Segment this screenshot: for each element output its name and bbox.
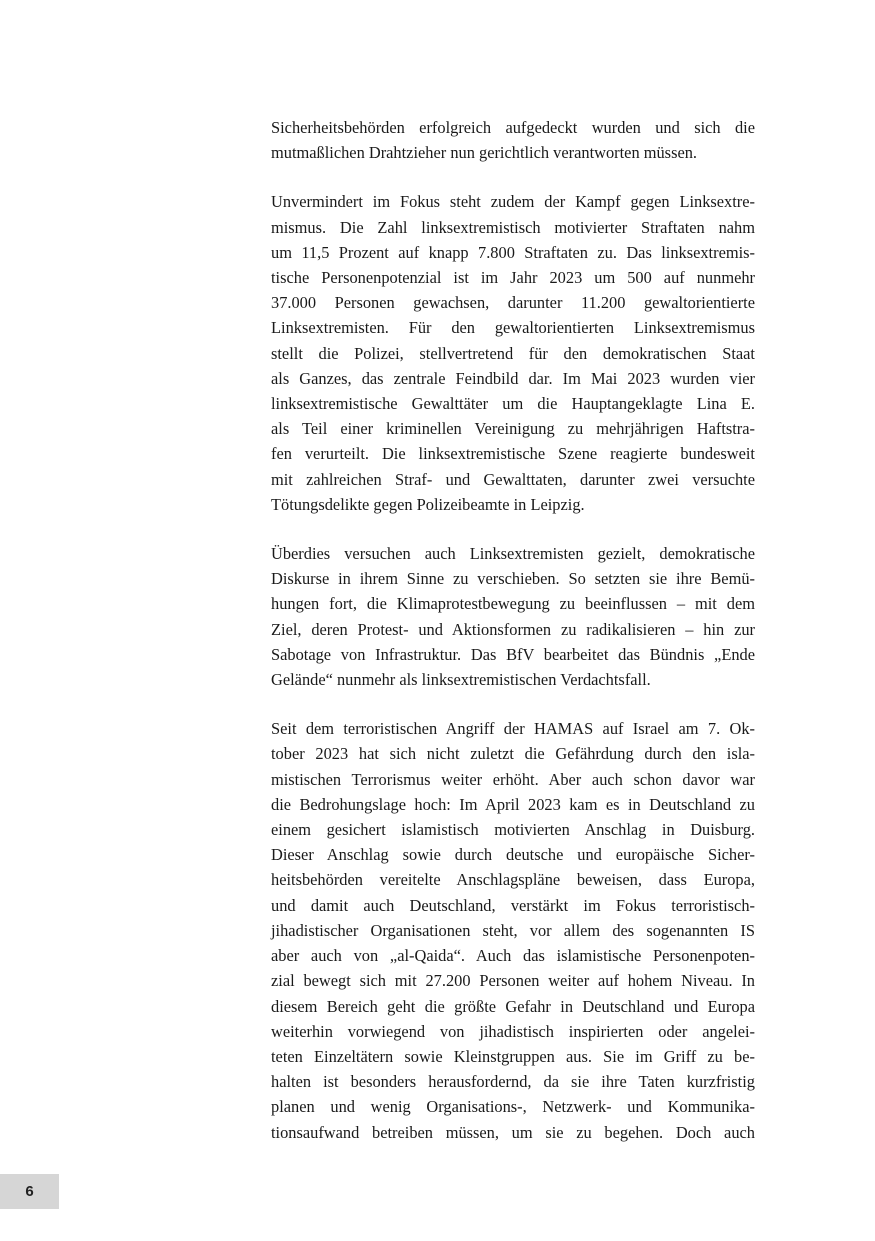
text-line: zial bewegt sich mit 27.200 Personen weiter auf hohem Niveau. In bbox=[271, 971, 755, 991]
text-line: Sabotage von Infrastruktur. Das BfV bearbeitet das Bündnis „Ende bbox=[271, 644, 755, 664]
text-line: tische Personenpotenzial ist im Jahr 2023 um 500 auf nunmehr bbox=[271, 268, 755, 288]
text-line: Unvermindert im Fokus steht zudem der Kampf gegen Linksextre- bbox=[271, 192, 755, 212]
text-line: halten ist besonders herausfordernd, da sie ihre Taten kurzfristig bbox=[271, 1072, 755, 1092]
text-line: diesem Bereich geht die größte Gefahr in Deutschland und Europa bbox=[271, 996, 755, 1016]
text-line: Seit dem terroristischen Angriff der HAMAS auf Israel am 7. Ok- bbox=[271, 719, 755, 739]
text-line: stellt die Polizei, stellvertretend für den demokratischen Staat bbox=[271, 343, 755, 363]
paragraph bbox=[271, 189, 755, 517]
text-line: linksextremistische Gewalttäter um die Hauptangeklagte Lina E. bbox=[271, 394, 755, 414]
text-line: aber auch von „al-Qaida“. Auch das islamistische Personenpoten- bbox=[271, 946, 755, 966]
text-line: Dieser Anschlag sowie durch deutsche und europäische Sicher- bbox=[271, 845, 755, 865]
text-line: die Bedrohungslage hoch: Im April 2023 kam es in Deutschland zu bbox=[271, 794, 755, 814]
paragraph bbox=[271, 541, 755, 692]
text-line: einem gesichert islamistisch motivierten Anschlag in Duisburg. bbox=[271, 820, 755, 840]
text-line: weiterhin vorwiegend von jihadistisch inspirierten oder angelei- bbox=[271, 1021, 755, 1041]
text-line: mismus. Die Zahl linksextremistisch motivierter Straftaten nahm bbox=[271, 217, 755, 237]
text-line: mit zahlreichen Straf- und Gewalttaten, darunter zwei versuchte bbox=[271, 469, 755, 489]
text-line: planen und wenig Organisations-, Netzwerk- und Kommunika- bbox=[271, 1097, 755, 1117]
page-number: 6 bbox=[25, 1183, 34, 1200]
text-line: Gelände“ nunmehr als linksextremistischen Verdachtsfall. bbox=[271, 670, 651, 690]
text-line: als Ganzes, das zentrale Feindbild dar. Im Mai 2023 wurden vier bbox=[271, 368, 755, 388]
text-line: fen verurteilt. Die linksextremistische Szene reagierte bundesweit bbox=[271, 444, 755, 464]
text-line: tionsaufwand betreiben müssen, um sie zu begehen. Doch auch bbox=[271, 1122, 755, 1142]
text-line: und damit auch Deutschland, verstärkt im Fokus terroristisch- bbox=[271, 895, 755, 915]
text-line: als Teil einer kriminellen Vereinigung zu mehrjährigen Haftstra- bbox=[271, 419, 755, 439]
text-line: um 11,5 Prozent auf knapp 7.800 Straftaten zu. Das linksextremis- bbox=[271, 242, 755, 262]
text-line: heitsbehörden vereitelte Anschlagspläne beweisen, dass Europa, bbox=[271, 870, 755, 890]
text-line: Linksextremisten. Für den gewaltorientierten Linksextremismus bbox=[271, 318, 755, 338]
paragraph bbox=[271, 115, 755, 165]
document-body bbox=[271, 115, 755, 1169]
paragraph bbox=[271, 716, 755, 1144]
text-line: hungen fort, die Klimaprotestbewegung zu beeinflussen – mit dem bbox=[271, 594, 755, 614]
text-line: Überdies versuchen auch Linksextremisten gezielt, demokratische bbox=[271, 544, 755, 564]
text-line: mistischen Terrorismus weiter erhöht. Aber auch schon davor war bbox=[271, 769, 755, 789]
text-line: jihadistischer Organisationen steht, vor allem des sogenannten IS bbox=[271, 920, 755, 940]
text-line: tober 2023 hat sich nicht zuletzt die Gefährdung durch den isla- bbox=[271, 744, 755, 764]
text-line: Ziel, deren Protest- und Aktionsformen zu radikalisieren – hin zur bbox=[271, 619, 755, 639]
text-line: Diskurse in ihrem Sinne zu verschieben. So setzten sie ihre Bemü- bbox=[271, 569, 755, 589]
page-number-badge bbox=[0, 1174, 59, 1209]
text-line: Tötungsdelikte gegen Polizeibeamte in Leipzig. bbox=[271, 494, 585, 514]
text-line: 37.000 Personen gewachsen, darunter 11.200 gewaltorientierte bbox=[271, 293, 755, 313]
text-line: teten Einzeltätern sowie Kleinstgruppen aus. Sie im Griff zu be- bbox=[271, 1046, 755, 1066]
text-line: mutmaßlichen Drahtzieher nun gerichtlich verantworten müssen. bbox=[271, 143, 698, 163]
text-line: Sicherheitsbehörden erfolgreich aufgedeckt wurden und sich die bbox=[271, 118, 755, 137]
